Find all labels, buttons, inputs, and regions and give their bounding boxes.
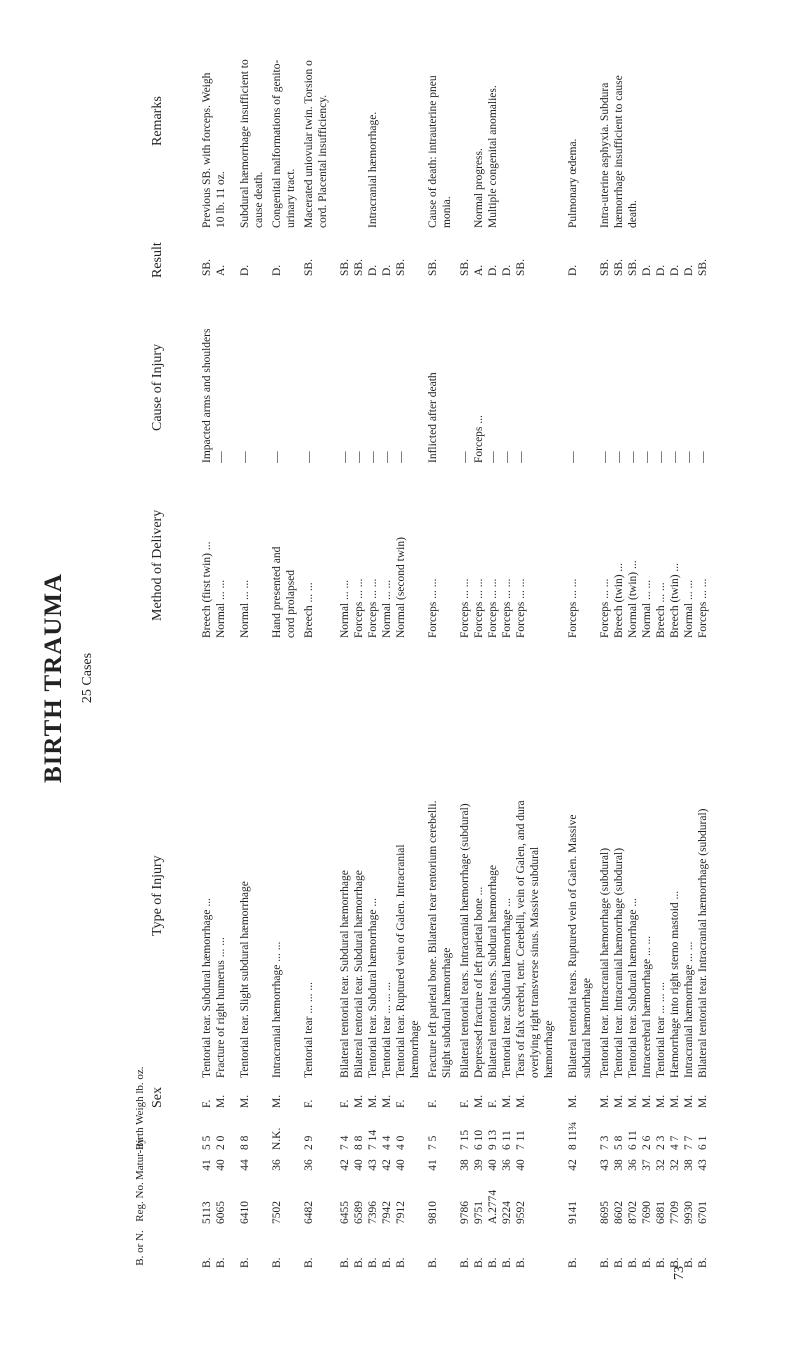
cell-rem: hæmorrhage insufficient to cause [613, 75, 625, 228]
cell-cause: — [271, 451, 283, 463]
col-type: Type of Injury [150, 855, 165, 936]
cell-sex: F. [459, 1099, 471, 1108]
cell-reg: 6881 [655, 1201, 667, 1224]
cell-bw: 6 10 [473, 1129, 485, 1150]
cell-mat: 40 [395, 1159, 407, 1171]
cell-meth: Forceps ... ... [353, 578, 365, 638]
cell-sex: M. [683, 1094, 695, 1108]
cell-type: Fracture of right humerus ... ... [215, 937, 227, 1078]
cell-cause: — [353, 451, 365, 463]
cell-sex: F. [395, 1099, 407, 1108]
cell-res: D. [655, 264, 667, 276]
cell-reg: 6482 [303, 1201, 315, 1224]
cell-res: A. [215, 264, 227, 276]
cell-bw: 6 11 [501, 1130, 513, 1150]
cell-mat: 36 [627, 1159, 639, 1171]
cell-b: B. [215, 1257, 227, 1268]
cell-cause: — [683, 451, 695, 463]
cell-meth: Forceps ... ... [487, 578, 499, 638]
cell-mat: 42 [567, 1159, 579, 1171]
cell-rem: cause death. [253, 171, 265, 228]
cell-res: D. [567, 264, 579, 276]
cell-mat: 32 [669, 1159, 681, 1171]
cell-mat: 39 [473, 1159, 485, 1171]
cell-sex: M. [655, 1094, 667, 1108]
col-cause: Cause of Injury [150, 343, 165, 431]
cell-reg: 9786 [459, 1201, 471, 1224]
cell-b: B. [515, 1257, 527, 1268]
cell-b: B. [381, 1257, 393, 1268]
cell-sex: F. [339, 1099, 351, 1108]
cell-bw: 7 4 [339, 1135, 351, 1150]
cell-mat: 40 [515, 1159, 527, 1171]
cell-meth: Forceps ... ... [501, 578, 513, 638]
cell-cause: — [697, 451, 709, 463]
cell-meth: Breech ... ... [303, 582, 315, 638]
cell-res: SB. [303, 259, 315, 276]
cell-sex: M. [501, 1094, 513, 1108]
cell-sex: M. [239, 1094, 251, 1108]
cell-meth: Forceps ... ... [367, 578, 379, 638]
cell-bw: 6 1 [697, 1135, 709, 1150]
cell-res: SB. [395, 259, 407, 276]
cell-reg: 9810 [427, 1201, 439, 1224]
cell-type: Bilateral tentorial tears. Subdural hæmorrhage [487, 864, 499, 1078]
cell-b: B. [271, 1257, 283, 1268]
cell-res: D. [683, 264, 695, 276]
cell-rem: Subdural hæmorrhage insufficient to [239, 59, 251, 228]
cell-mat: 43 [697, 1159, 709, 1171]
cell-reg: 9141 [567, 1201, 579, 1224]
page-title: BIRTH TRAUMA [40, 573, 67, 783]
cell-meth: Breech (first twin) ... [201, 541, 213, 638]
cell-type: Tentorial tear. Subdural hæmorrhage ... [367, 898, 379, 1078]
cell-bw: 5 8 [613, 1135, 625, 1150]
cell-type: Intracranial hæmorrhage ... ... [683, 941, 695, 1078]
cell-bw: 8 11¾ [567, 1121, 579, 1150]
cell-cause: — [339, 451, 351, 463]
cell-sex: F. [303, 1099, 315, 1108]
cell-reg: 8602 [613, 1201, 625, 1224]
cell-reg: 6701 [697, 1201, 709, 1224]
cell-cause: — [613, 451, 625, 463]
cell-mat: 38 [459, 1159, 471, 1171]
cell-res: D. [271, 264, 283, 276]
cell-b: B. [339, 1257, 351, 1268]
cell-cause: — [381, 451, 393, 463]
cell-mat: 40 [353, 1159, 365, 1171]
cell-sex: M. [567, 1094, 579, 1108]
cell-res: SB. [697, 259, 709, 276]
cell-type: Fracture left parietal bone. Bilateral tear tentorium cerebelli. [427, 800, 439, 1078]
cell-b: B. [353, 1257, 365, 1268]
cell-bw: 4 7 [669, 1135, 681, 1150]
cell-rem: Intracranial hæmorrhage. [367, 111, 379, 228]
cell-b: B. [683, 1257, 695, 1268]
cell-type: Tentorial tear. Slight subdural hæmorrhage [239, 881, 251, 1078]
cell-bw: 2 3 [655, 1135, 667, 1150]
cell-reg: 7690 [641, 1201, 653, 1224]
cell-rem: Macerated uniovular twin. Torsion o [303, 60, 315, 228]
cell-sex: F. [487, 1099, 499, 1108]
cell-res: D. [239, 264, 251, 276]
cell-mat: 36 [501, 1159, 513, 1171]
cell-res: D. [641, 264, 653, 276]
cell-b: B. [567, 1257, 579, 1268]
cell-type: Depressed fracture of left parietal bone ... [473, 886, 485, 1078]
cell-meth: Forceps ... ... [427, 578, 439, 638]
cell-cause: — [599, 451, 611, 463]
cell-bw: 7 3 [599, 1135, 611, 1150]
cell-mat: 36 [271, 1159, 283, 1171]
cell-reg: 6065 [215, 1201, 227, 1224]
cell-res: SB. [353, 259, 365, 276]
cell-type: Bilateral tentorial tear. Subdural hæmorrhage [339, 870, 351, 1078]
cell-reg: 6455 [339, 1201, 351, 1224]
cell-type: Tentorial tear. Subdural hæmorrhage ... [201, 898, 213, 1078]
cell-meth: Forceps ... ... [567, 578, 579, 638]
cell-b: B. [239, 1257, 251, 1268]
col-maturity: Matur-ity [134, 1138, 146, 1180]
cell-bw: 7 14 [367, 1129, 379, 1150]
cell-cause: Impacted arms and shoulders [201, 328, 213, 463]
cell-sex: M. [271, 1094, 283, 1108]
cell-type: Tears of falx cerebri, tent. Cerebelli, vein of Galen, and dura [515, 800, 527, 1078]
cell-reg: A.2774 [487, 1189, 499, 1224]
cell-meth: Normal ... ... [215, 579, 227, 638]
cell-mat: 43 [367, 1159, 379, 1171]
cell-rem: death. [627, 200, 639, 228]
cell-bw: N.K. [271, 1127, 283, 1150]
cell-res: SB. [427, 259, 439, 276]
cell-b: B. [655, 1257, 667, 1268]
cell-b: B. [669, 1257, 681, 1268]
cell-mat: 38 [613, 1159, 625, 1171]
cell-b: B. [627, 1257, 639, 1268]
col-birth-weight: Birth Weigh lb. oz. [134, 1066, 146, 1150]
cell-sex: F. [201, 1099, 213, 1108]
cell-type: Tentorial tear. Subdural hæmorrhage ... [627, 898, 639, 1078]
cell-bw: 8 8 [353, 1135, 365, 1150]
cell-meth: Forceps ... ... [459, 578, 471, 638]
cell-cause: — [501, 451, 513, 463]
cell-cause: — [215, 451, 227, 463]
cell-type: Intracerebral hæmorrhage ... ... [641, 935, 653, 1078]
cell-b: B. [641, 1257, 653, 1268]
cell-sex: F. [427, 1099, 439, 1108]
cell-reg: 7502 [271, 1201, 283, 1224]
cell-bw: 7 5 [427, 1135, 439, 1150]
cell-b: B. [303, 1257, 315, 1268]
cell-type: Tentorial tear. Intracranial hæmorrhage (subdural) [613, 847, 625, 1078]
cell-cause: — [367, 451, 379, 463]
cell-meth: Hand presented and [271, 546, 283, 638]
cell-sex: M. [381, 1094, 393, 1108]
col-reg: Reg. No. [134, 1182, 146, 1222]
cell-type: subdural hæmorrhage [581, 978, 593, 1078]
cell-res: D. [487, 264, 499, 276]
cell-b: B. [459, 1257, 471, 1268]
cell-res: SB. [459, 259, 471, 276]
cell-mat: 41 [201, 1159, 213, 1171]
cell-cause: — [303, 451, 315, 463]
cell-b: B. [427, 1257, 439, 1268]
cell-rem: monia. [441, 196, 453, 228]
cell-mat: 42 [381, 1159, 393, 1171]
col-result: Result [150, 242, 165, 278]
cell-type: hæmorrhage [543, 1020, 555, 1078]
cell-b: B. [395, 1257, 407, 1268]
cell-res: SB. [339, 259, 351, 276]
cell-bw: 7 11 [515, 1130, 527, 1150]
cell-type: Bilateral tentorial tears. Ruptured vein of Galen. Massive [567, 814, 579, 1078]
cell-mat: 41 [427, 1159, 439, 1171]
cell-cause: Inflicted after death [427, 372, 439, 463]
cell-meth: Normal ... ... [683, 579, 695, 638]
page-subtitle: 25 Cases [80, 652, 95, 704]
cell-mat: 42 [339, 1159, 351, 1171]
cell-rem: 10 lb. 11 oz. [215, 171, 227, 228]
cell-meth: Normal ... ... [239, 579, 251, 638]
cell-meth: cord prolapsed [285, 569, 297, 638]
cell-cause: Forceps ... [473, 415, 485, 463]
cell-reg: 7709 [669, 1201, 681, 1224]
cell-reg: 9592 [515, 1201, 527, 1224]
cell-mat: 37 [641, 1159, 653, 1171]
cell-type: Bilateral tentorial tear. Intracranial hæmorrhage (subdural) [697, 808, 709, 1078]
cell-bw: 2 6 [641, 1135, 653, 1150]
cell-cause: — [627, 451, 639, 463]
cell-mat: 38 [683, 1159, 695, 1171]
cell-mat: 36 [303, 1159, 315, 1171]
cell-b: B. [501, 1257, 513, 1268]
cell-reg: 8702 [627, 1201, 639, 1224]
col-method: Method of Delivery [150, 509, 165, 621]
cell-rem: Previous SB. with forceps. Weigh [201, 72, 213, 228]
cell-res: D. [669, 264, 681, 276]
cell-reg: 7942 [381, 1201, 393, 1224]
cell-reg: 9751 [473, 1201, 485, 1224]
cell-res: SB. [201, 259, 213, 276]
cell-meth: Breech (twin) ... [669, 562, 681, 638]
cell-sex: M. [367, 1094, 379, 1108]
cell-mat: 43 [599, 1159, 611, 1171]
cell-cause: — [459, 451, 471, 463]
cell-type: Hæmorrhage into right sterno mastoid ... [669, 890, 681, 1078]
cell-meth: Normal ... ... [381, 579, 393, 638]
cell-res: D. [381, 264, 393, 276]
cell-meth: Normal ... ... [339, 579, 351, 638]
cell-sex: M. [353, 1094, 365, 1108]
cell-b: B. [367, 1257, 379, 1268]
cell-meth: Normal (twin) ... [627, 560, 639, 638]
cell-type: Tentorial tear. Intracranial hæmorrhage (subdural) [599, 847, 611, 1078]
cell-reg: 5113 [201, 1201, 213, 1224]
cell-meth: Breech ... ... [655, 582, 667, 638]
cell-reg: 8695 [599, 1201, 611, 1224]
cell-rem: urinary tract. [285, 168, 297, 228]
cell-meth: Normal ... ... [641, 579, 653, 638]
cell-type: Tentorial tear ... ... ... [655, 982, 667, 1078]
cell-rem: cord. Placental insufficiency. [317, 94, 329, 228]
cell-type: Tentorial tear. Subdural hæmorrhage ... [501, 898, 513, 1078]
cell-sex: M. [627, 1094, 639, 1108]
cell-cause: — [655, 451, 667, 463]
cell-rem: Congenital malformations of genito- [271, 59, 283, 228]
cell-b: B. [697, 1257, 709, 1268]
cell-b: B. [613, 1257, 625, 1268]
cell-rem: Multiple congenital anomalies. [487, 85, 499, 228]
cell-type: Slight subdural hæmorrhage [441, 947, 453, 1078]
cell-sex: M. [669, 1094, 681, 1108]
cell-sex: M. [613, 1094, 625, 1108]
cell-res: D. [501, 264, 513, 276]
cell-bw: 7 15 [459, 1129, 471, 1150]
cell-cause: — [515, 451, 527, 463]
cell-meth: Normal (second twin) [395, 537, 407, 638]
cell-bw: 6 11 [627, 1130, 639, 1150]
cell-cause: — [567, 451, 579, 463]
cell-cause: — [487, 451, 499, 463]
cell-bw: 9 13 [487, 1129, 499, 1150]
col-remarks: Remarks [150, 96, 165, 146]
cell-cause: — [395, 451, 407, 463]
cell-meth: Forceps ... ... [473, 578, 485, 638]
cell-b: B. [201, 1257, 213, 1268]
page-number: 73 [672, 1266, 687, 1280]
cell-res: SB. [515, 259, 527, 276]
cell-mat: 40 [215, 1159, 227, 1171]
cell-mat: 40 [487, 1159, 499, 1171]
cell-rem: Normal progress. [473, 148, 485, 228]
cell-type: Tentorial tear. Ruptured vein of Galen. Intracranial [395, 844, 407, 1078]
cell-reg: 6410 [239, 1201, 251, 1224]
cell-type: Tentorial tear ... ... ... [303, 982, 315, 1078]
cell-bw: 5 5 [201, 1135, 213, 1150]
cell-mat: 32 [655, 1159, 667, 1171]
cell-type: Intracranial hæmorrhage ... ... [271, 941, 283, 1078]
cell-reg: 7912 [395, 1201, 407, 1224]
cell-sex: M. [473, 1094, 485, 1108]
cell-type: Bilateral tentorial tear. Subdural hæmorrhage [353, 870, 365, 1078]
cell-mat: 44 [239, 1159, 251, 1171]
cell-bw: 4 0 [395, 1135, 407, 1150]
cell-res: D. [367, 264, 379, 276]
cell-b: B. [487, 1257, 499, 1268]
cell-bw: 7 7 [683, 1135, 695, 1150]
cell-type: overlying right transverse sinus. Massive subdural [529, 846, 541, 1078]
cell-sex: M. [215, 1094, 227, 1108]
cell-reg: 9930 [683, 1201, 695, 1224]
cell-cause: — [669, 451, 681, 463]
cell-bw: 4 4 [381, 1135, 393, 1150]
cell-bw: 2 9 [303, 1135, 315, 1150]
cell-rem: Cause of death: intrauterine pneu [427, 75, 439, 228]
cell-bw: 2 0 [215, 1135, 227, 1150]
cell-b: B. [473, 1257, 485, 1268]
cell-sex: M. [599, 1094, 611, 1108]
cell-sex: M. [641, 1094, 653, 1108]
cell-type: Tentorial tear ... ... ... [381, 982, 393, 1078]
cell-res: SB. [599, 259, 611, 276]
cell-meth: Forceps ... ... [599, 578, 611, 638]
cell-reg: 7396 [367, 1201, 379, 1224]
cell-rem: Pulmonary œdema. [567, 138, 579, 228]
cell-type: Bilateral tentorial tears. Intracranial hæmorrhage (subdural) [459, 803, 471, 1078]
cell-cause: — [239, 451, 251, 463]
cell-sex: M. [697, 1094, 709, 1108]
cell-reg: 6589 [353, 1201, 365, 1224]
cell-b: B. [599, 1257, 611, 1268]
cell-reg: 9224 [501, 1201, 513, 1224]
cell-res: SB. [613, 259, 625, 276]
cell-sex: M. [515, 1094, 527, 1108]
col-sex: Sex [150, 1087, 165, 1108]
col-b: B. or N. [134, 1230, 146, 1266]
cell-meth: Forceps ... ... [515, 578, 527, 638]
cell-rem: Intra-uterine asphyxia. Subdura [599, 82, 611, 228]
cell-type: hæmorrhage [409, 1020, 421, 1078]
cell-cause: — [641, 451, 653, 463]
cell-res: A. [473, 264, 485, 276]
cell-meth: Breech (twin) ... [613, 562, 625, 638]
cell-res: SB. [627, 259, 639, 276]
cell-bw: 8 8 [239, 1135, 251, 1150]
cell-meth: Forceps ... ... [697, 578, 709, 638]
